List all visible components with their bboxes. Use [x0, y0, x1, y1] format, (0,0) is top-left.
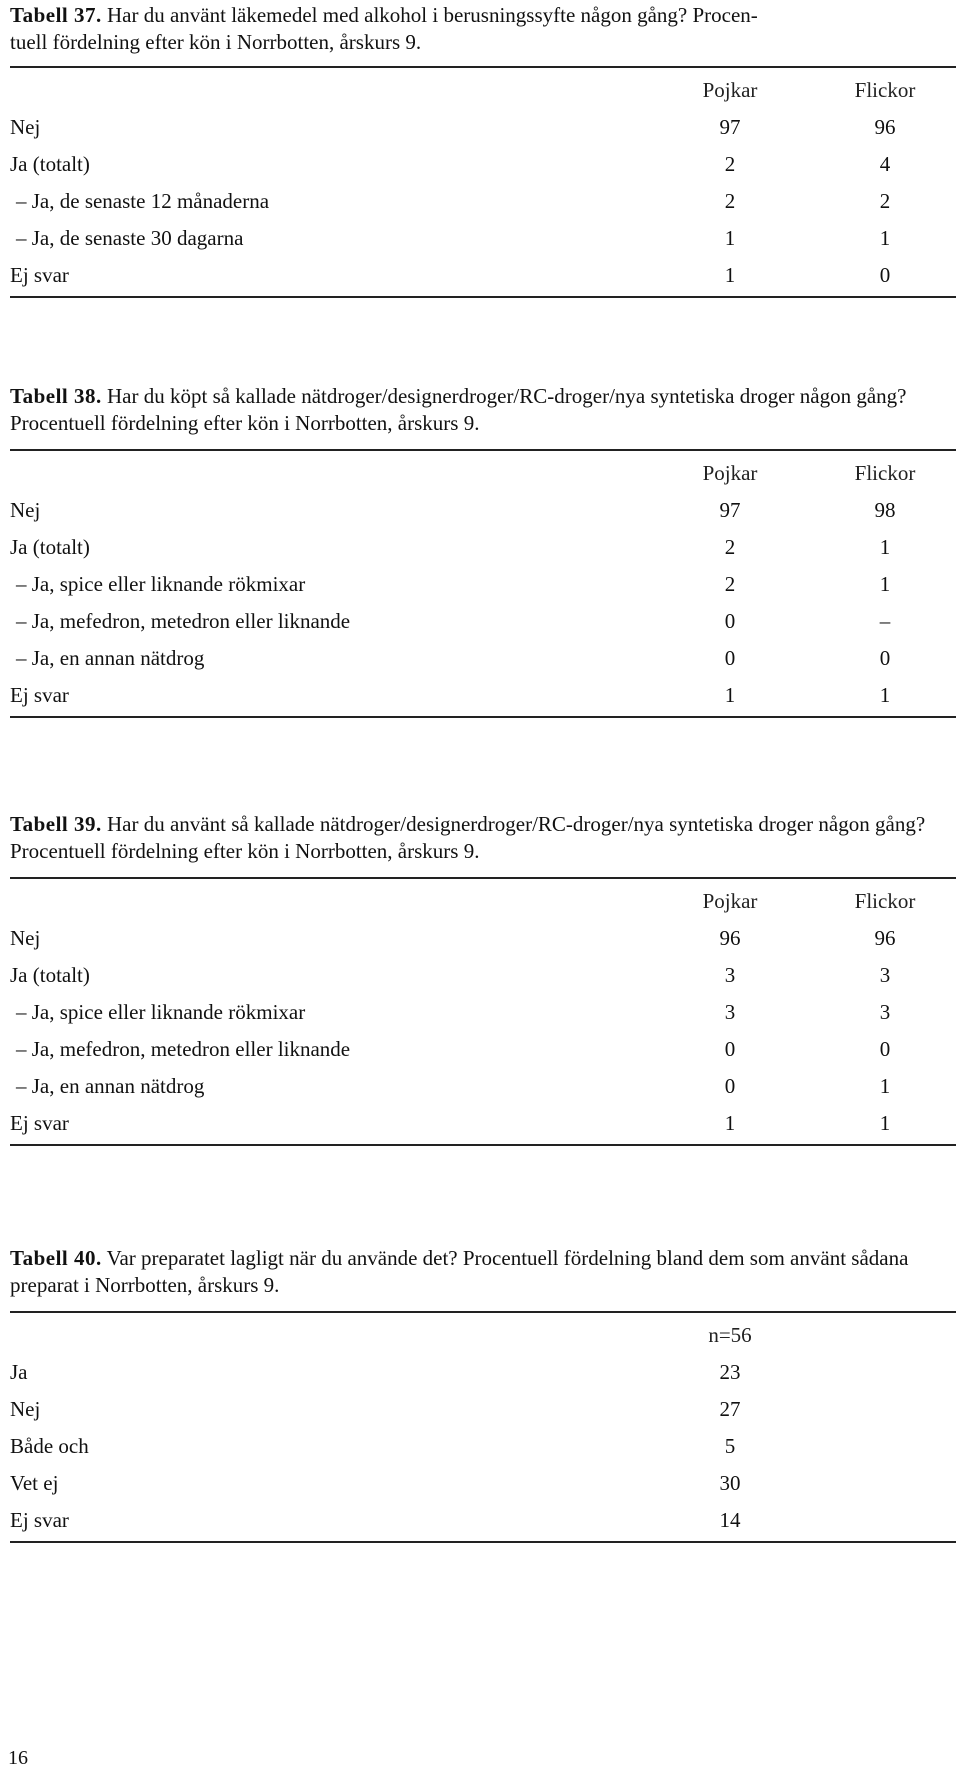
table-37 — [10, 2, 956, 298]
table-38 — [10, 383, 956, 718]
table-row — [10, 566, 956, 603]
row-label: Ja (totalt) — [10, 963, 90, 987]
cell-girls: 0 — [879, 263, 891, 287]
cell-girls: 98 — [874, 498, 896, 522]
cell-boys: 97 — [719, 498, 741, 522]
bottom-rule — [10, 296, 956, 298]
table-row — [10, 146, 956, 183]
table-row — [10, 109, 956, 146]
table-number: Tabell 37. — [10, 3, 102, 27]
table-number: Tabell 38. — [10, 384, 102, 408]
table-39 — [10, 811, 956, 1146]
cell-boys: 2 — [724, 535, 736, 559]
row-label: – Ja, de senaste 12 månaderna — [16, 189, 270, 213]
cell-girls: 0 — [879, 1037, 891, 1061]
table-row — [10, 920, 956, 957]
table-number: Tabell 39. — [10, 812, 102, 836]
cell-value: 14 — [719, 1508, 741, 1532]
table-caption — [10, 383, 956, 437]
table-row — [10, 1502, 956, 1539]
table-caption-text: Har du köpt så kallade nätdroger/designerdroger/RC-droger/nya syntetiska droger någon gång? Procentuell fördelning efter kön i Norrbotten, årskurs 9. — [10, 384, 907, 435]
column-header-girls: Flickor — [854, 461, 916, 485]
cell-girls: 1 — [879, 535, 891, 559]
row-label: Ej svar — [10, 683, 69, 707]
table-number: Tabell 40. — [10, 1246, 102, 1270]
table-row — [10, 183, 956, 220]
top-rule — [10, 1311, 956, 1313]
page-number: 16 — [8, 1747, 28, 1769]
bottom-rule — [10, 716, 956, 718]
header-row — [10, 883, 956, 920]
cell-girls: 1 — [879, 572, 891, 596]
top-rule — [10, 449, 956, 451]
cell-boys: 2 — [724, 189, 736, 213]
cell-boys: 3 — [724, 963, 736, 987]
cell-boys: 1 — [724, 263, 736, 287]
cell-boys: 1 — [724, 1111, 736, 1135]
table-row — [10, 994, 956, 1031]
cell-girls: 2 — [879, 189, 891, 213]
bottom-rule — [10, 1541, 956, 1543]
cell-girls: 96 — [874, 926, 896, 950]
header-row — [10, 1317, 956, 1354]
row-label: Ja (totalt) — [10, 152, 90, 176]
table-row — [10, 1068, 956, 1105]
cell-girls: 1 — [879, 1074, 891, 1098]
column-header-n: n=56 — [708, 1323, 752, 1347]
table-caption-text: Har du använt läkemedel med alkohol i berusningssyfte någon gång? Procen- tuell fördelning efter kön i Norrbotten, årskurs 9. — [10, 3, 758, 54]
row-label: Nej — [10, 1397, 41, 1421]
column-header-girls: Flickor — [854, 889, 916, 913]
table-caption-text: Var preparatet lagligt när du använde det? Procentuell fördelning bland dem som använt sådana preparat i Norrbotten, årskurs 9. — [10, 1246, 909, 1297]
table-row — [10, 220, 956, 257]
column-header-girls: Flickor — [854, 78, 916, 102]
bottom-rule — [10, 1144, 956, 1146]
cell-boys: 1 — [724, 226, 736, 250]
row-label: – Ja, mefedron, metedron eller liknande — [16, 1037, 351, 1061]
cell-boys: 97 — [719, 115, 741, 139]
table-row — [10, 640, 956, 677]
column-header-boys: Pojkar — [702, 889, 758, 913]
column-header-boys: Pojkar — [702, 78, 758, 102]
table-caption — [10, 2, 956, 56]
table-caption-text: Har du använt så kallade nätdroger/designerdroger/RC-droger/nya syntetiska droger någon gång? Procentuell fördelning efter kön i Norrbotten, årskurs 9. — [10, 812, 926, 863]
row-label: – Ja, en annan nätdrog — [16, 1074, 205, 1098]
row-label: – Ja, mefedron, metedron eller liknande — [16, 609, 351, 633]
table-row — [10, 1465, 956, 1502]
cell-boys: 0 — [724, 609, 736, 633]
row-label: Både och — [10, 1434, 89, 1458]
cell-girls: – — [879, 609, 891, 633]
cell-value: 5 — [724, 1434, 736, 1458]
cell-boys: 2 — [724, 572, 736, 596]
row-label: – Ja, spice eller liknande rökmixar — [16, 1000, 306, 1024]
table-40 — [10, 1245, 956, 1543]
row-label: – Ja, de senaste 30 dagarna — [16, 226, 244, 250]
cell-boys: 96 — [719, 926, 741, 950]
row-label: Nej — [10, 926, 41, 950]
top-rule — [10, 877, 956, 879]
table-row — [10, 1428, 956, 1465]
row-label: Vet ej — [10, 1471, 59, 1495]
table-row — [10, 492, 956, 529]
table-row — [10, 1105, 956, 1142]
table-row — [10, 1391, 956, 1428]
cell-girls: 1 — [879, 226, 891, 250]
cell-boys: 0 — [724, 1074, 736, 1098]
cell-value: 30 — [719, 1471, 741, 1495]
cell-girls: 1 — [879, 1111, 891, 1135]
row-label: – Ja, en annan nätdrog — [16, 646, 205, 670]
table-row — [10, 529, 956, 566]
table-row — [10, 677, 956, 714]
cell-girls: 1 — [879, 683, 891, 707]
cell-value: 27 — [719, 1397, 741, 1421]
row-label: Nej — [10, 498, 41, 522]
row-label: – Ja, spice eller liknande rökmixar — [16, 572, 306, 596]
cell-value: 23 — [719, 1360, 741, 1384]
column-header-boys: Pojkar — [702, 461, 758, 485]
header-row — [10, 72, 956, 109]
top-rule — [10, 66, 956, 68]
row-label: Ja (totalt) — [10, 535, 90, 559]
row-label: Ej svar — [10, 1508, 69, 1532]
table-row — [10, 1031, 956, 1068]
table-row — [10, 257, 956, 294]
table-row — [10, 1354, 956, 1391]
cell-boys: 0 — [724, 646, 736, 670]
cell-girls: 0 — [879, 646, 891, 670]
row-label: Nej — [10, 115, 41, 139]
row-label: Ej svar — [10, 1111, 69, 1135]
cell-boys: 2 — [724, 152, 736, 176]
cell-girls: 3 — [879, 1000, 891, 1024]
cell-boys: 3 — [724, 1000, 736, 1024]
row-label: Ej svar — [10, 263, 69, 287]
header-row — [10, 455, 956, 492]
table-row — [10, 603, 956, 640]
cell-girls: 96 — [874, 115, 896, 139]
cell-girls: 3 — [879, 963, 891, 987]
cell-girls: 4 — [879, 152, 891, 176]
row-label: Ja — [10, 1360, 28, 1384]
table-caption — [10, 811, 956, 865]
cell-boys: 1 — [724, 683, 736, 707]
cell-boys: 0 — [724, 1037, 736, 1061]
table-row — [10, 957, 956, 994]
table-caption — [10, 1245, 956, 1299]
